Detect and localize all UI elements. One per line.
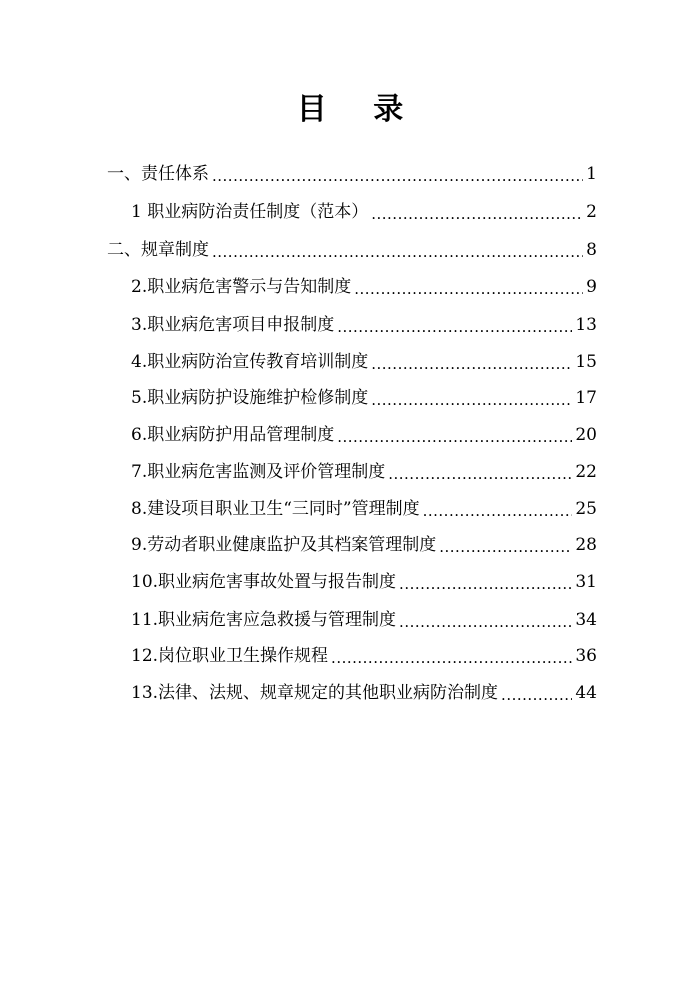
toc-entry-label: 10.职业病危害事故处置与报告制度 [131,572,397,592]
toc-entry-page: 36 [575,646,597,666]
toc-entry[interactable] [131,200,597,224]
toc-entry-label: 1 职业病防治责任制度（范本） [131,202,369,222]
toc-entry-label: 12.岗位职业卫生操作规程 [131,646,329,666]
toc-entry-page: 2 [586,202,597,222]
toc-entry-page: 31 [575,572,597,592]
toc-dot-leader [212,242,583,262]
toc-dot-leader [501,685,572,705]
toc-dot-leader [399,612,572,632]
toc-entry-label: 13.法律、法规、规章规定的其他职业病防治制度 [131,683,499,703]
toc-dot-leader [439,537,572,557]
toc-entry-page: 17 [575,388,597,408]
toc-entry[interactable] [131,533,597,557]
toc-entry[interactable] [131,644,597,668]
toc-dot-leader [337,317,572,337]
toc-entry[interactable] [131,608,597,632]
toc-entry-label: 二、规章制度 [107,240,209,260]
toc-entry-page: 20 [575,425,597,445]
toc-entry-label: 11.职业病危害应急救援与管理制度 [131,610,397,630]
toc-entry[interactable] [131,423,597,447]
toc-entry[interactable] [131,460,597,484]
toc-entry-label: 7.职业病危害监测及评价管理制度 [131,462,386,482]
toc-dot-leader [399,574,572,594]
toc-entry-page: 1 [586,164,597,184]
toc-dot-leader [337,427,572,447]
page-title: 目 录 [296,92,422,127]
toc-entry-label: 9.劳动者职业健康监护及其档案管理制度 [131,535,437,555]
toc-entry-page: 13 [575,315,597,335]
toc-dot-leader [354,279,583,299]
toc-entry[interactable] [131,570,597,594]
toc-entry[interactable] [131,275,597,299]
toc-entry-page: 28 [575,535,597,555]
toc-entry[interactable] [107,162,597,186]
toc-entry-page: 34 [575,610,597,630]
toc-entry-label: 3.职业病危害项目申报制度 [131,315,335,335]
toc-entry-label: 8.建设项目职业卫生“三同时”管理制度 [131,499,420,519]
toc-entry-label: 4.职业病防治宣传教育培训制度 [131,352,369,372]
toc-entry-label: 一、责任体系 [107,164,209,184]
toc-entry[interactable] [131,350,597,374]
toc-entry[interactable] [131,497,597,521]
toc-dot-leader [371,390,572,410]
toc-entry-page: 9 [586,277,597,297]
toc-dot-leader [331,648,572,668]
toc-entry[interactable] [107,238,597,262]
toc-entry[interactable] [131,313,597,337]
toc-dot-leader [423,501,573,521]
toc-entry-page: 22 [575,462,597,482]
toc-dot-leader [388,464,572,484]
toc-entry-page: 15 [575,352,597,372]
toc-entry-page: 8 [586,240,597,260]
toc-entry-label: 6.职业病防护用品管理制度 [131,425,335,445]
toc-entry-label: 2.职业病危害警示与告知制度 [131,277,352,297]
toc-entry[interactable] [131,386,597,410]
toc-entry-page: 25 [575,499,597,519]
toc-entry-page: 44 [575,683,597,703]
toc-dot-leader [212,166,583,186]
toc-dot-leader [371,354,572,374]
toc-entry-label: 5.职业病防护设施维护检修制度 [131,388,369,408]
toc-dot-leader [371,204,583,224]
toc-entry[interactable] [131,681,597,705]
